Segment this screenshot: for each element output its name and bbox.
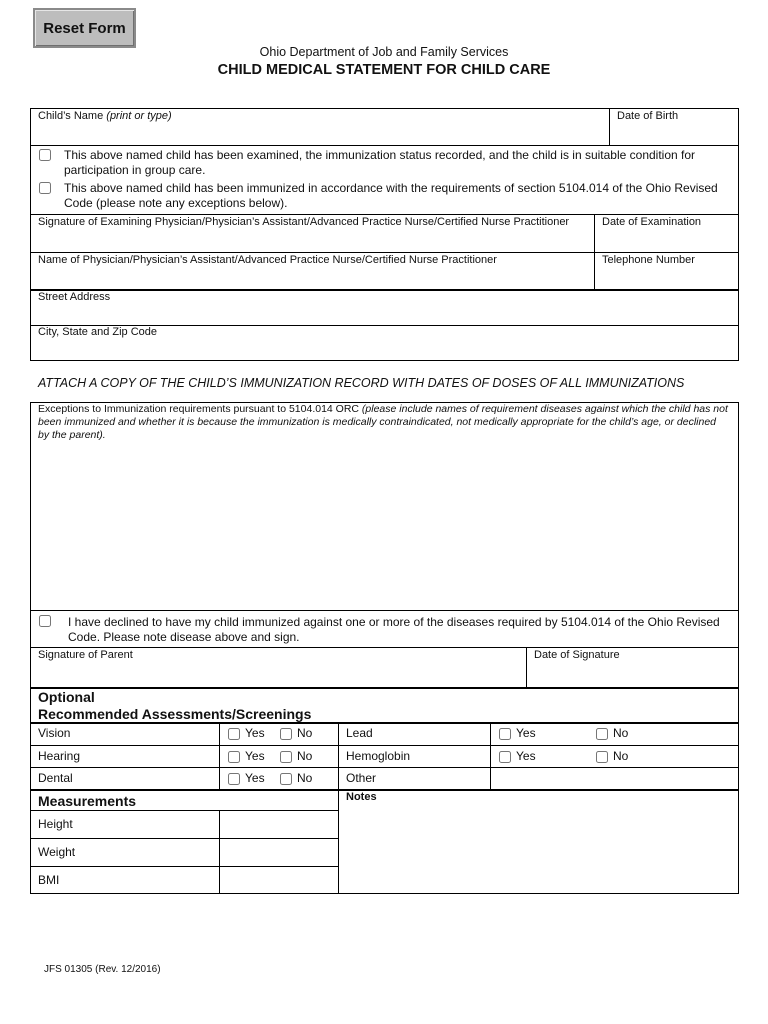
dental-label: Dental bbox=[38, 771, 73, 785]
dental-yes-checkbox[interactable] bbox=[228, 773, 240, 785]
reset-form-button[interactable]: Reset Form bbox=[33, 8, 136, 48]
notes-label: Notes bbox=[346, 791, 377, 803]
child-name-field[interactable] bbox=[31, 124, 608, 144]
street-address-field[interactable] bbox=[31, 305, 738, 325]
hearing-yes-checkbox[interactable] bbox=[228, 751, 240, 763]
form-number: JFS 01305 (Rev. 12/2016) bbox=[44, 964, 161, 975]
optional-heading: Optional bbox=[38, 689, 95, 705]
vision-label: Vision bbox=[38, 726, 71, 740]
weight-label: Weight bbox=[38, 845, 76, 859]
telephone-label: Telephone Number bbox=[602, 254, 695, 266]
dental-no-checkbox[interactable] bbox=[280, 773, 292, 785]
bmi-field[interactable] bbox=[220, 867, 338, 893]
dental-no-label: No bbox=[297, 771, 313, 785]
physician-name-field[interactable] bbox=[31, 268, 593, 289]
examined-checkbox[interactable] bbox=[39, 149, 51, 161]
physician-signature-field[interactable] bbox=[31, 230, 593, 252]
parent-declined-statement: I have declined to have my child immunized against one or more of the diseases required by 5104.014 of the Ohio Revised Code. Please note disease above and sign. bbox=[68, 615, 720, 644]
street-address-label: Street Address bbox=[38, 291, 111, 303]
lead-label: Lead bbox=[346, 726, 373, 740]
hemoglobin-no-checkbox[interactable] bbox=[596, 751, 608, 763]
height-label: Height bbox=[38, 817, 73, 831]
other-field[interactable] bbox=[491, 768, 738, 788]
lead-no-checkbox[interactable] bbox=[596, 728, 608, 740]
telephone-field[interactable] bbox=[595, 268, 738, 289]
measurements-heading: Measurements bbox=[38, 793, 137, 809]
vision-no-label: No bbox=[297, 726, 313, 740]
physician-signature-label: Signature of Examining Physician/Physician’s Assistant/Advanced Practice Nurse/Certified Nurse Practitioner bbox=[38, 216, 570, 228]
hemoglobin-yes-label: Yes bbox=[516, 749, 536, 763]
hearing-no-checkbox[interactable] bbox=[280, 751, 292, 763]
hearing-no-label: No bbox=[297, 749, 313, 763]
child-name-label: Child’s Name (print or type) bbox=[38, 110, 172, 122]
immunized-statement: This above named child has been immunized in accordance with the requirements of section 5104.014 of the Ohio Revised Code (please note any exceptions below). bbox=[64, 181, 718, 210]
immunized-checkbox[interactable] bbox=[39, 182, 51, 194]
exceptions-field[interactable] bbox=[31, 446, 738, 609]
hemoglobin-label: Hemoglobin bbox=[346, 749, 411, 763]
agency-name: Ohio Department of Job and Family Services bbox=[259, 45, 509, 59]
parent-declined-checkbox[interactable] bbox=[39, 615, 51, 627]
lead-no-label: No bbox=[613, 726, 629, 740]
bmi-label: BMI bbox=[38, 873, 60, 887]
weight-field[interactable] bbox=[220, 839, 338, 866]
vision-no-checkbox[interactable] bbox=[280, 728, 292, 740]
signature-date-label: Date of Signature bbox=[534, 649, 620, 661]
exceptions-label: Exceptions to Immunization requirements pursuant to 5104.014 ORC (please include names of requirement diseases against which the child has not been immunized and whether it is because the immunization is medically contraindicated, not medically appropriate for the child’s age, or declined by the parent). bbox=[38, 403, 728, 441]
vision-yes-label: Yes bbox=[245, 726, 265, 740]
lead-yes-checkbox[interactable] bbox=[499, 728, 511, 740]
parent-signature-field[interactable] bbox=[31, 663, 525, 686]
city-state-zip-field[interactable] bbox=[31, 340, 738, 360]
other-label: Other bbox=[346, 771, 377, 785]
lead-yes-label: Yes bbox=[516, 726, 536, 740]
hemoglobin-yes-checkbox[interactable] bbox=[499, 751, 511, 763]
exam-date-field[interactable] bbox=[595, 230, 738, 252]
dob-field[interactable] bbox=[610, 124, 738, 144]
notes-field[interactable] bbox=[339, 805, 738, 893]
dental-yes-label: Yes bbox=[245, 771, 265, 785]
parent-signature-label: Signature of Parent bbox=[38, 649, 133, 661]
height-field[interactable] bbox=[220, 811, 338, 838]
signature-date-field[interactable] bbox=[527, 663, 738, 686]
attach-record-note: ATTACH A COPY OF THE CHILD’S IMMUNIZATION RECORD WITH DATES OF DOSES OF ALL IMMUNIZATIONS bbox=[38, 376, 685, 390]
hemoglobin-no-label: No bbox=[613, 749, 629, 763]
city-state-zip-label: City, State and Zip Code bbox=[38, 326, 158, 338]
form-title: CHILD MEDICAL STATEMENT FOR CHILD CARE bbox=[217, 62, 551, 78]
dob-label: Date of Birth bbox=[617, 110, 679, 122]
physician-name-label: Name of Physician/Physician’s Assistant/Advanced Practice Nurse/Certified Nurse Practitioner bbox=[38, 254, 497, 266]
vision-yes-checkbox[interactable] bbox=[228, 728, 240, 740]
examined-statement: This above named child has been examined, the immunization status recorded, and the child is in suitable condition for participation in group care. bbox=[64, 148, 696, 177]
hearing-label: Hearing bbox=[38, 749, 81, 763]
hearing-yes-label: Yes bbox=[245, 749, 265, 763]
exam-date-label: Date of Examination bbox=[602, 216, 702, 228]
assessments-heading: Recommended Assessments/Screenings bbox=[38, 706, 312, 722]
